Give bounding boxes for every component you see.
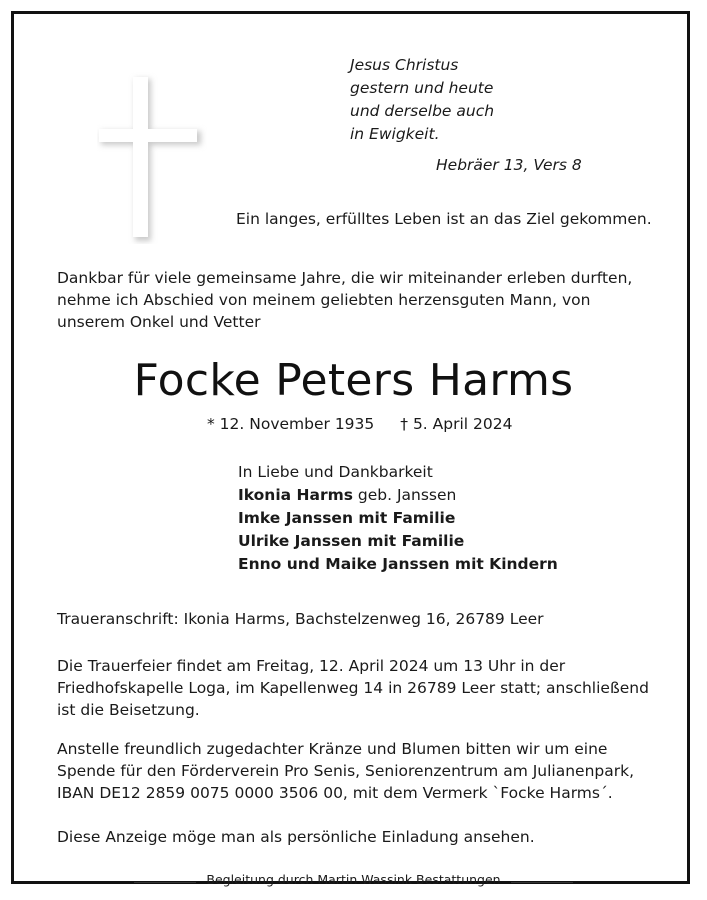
footer-rule-right [511,882,573,883]
mourner-entry: Enno und Maike Janssen mit Kindern [238,555,558,573]
spouse-maiden-name: geb. Janssen [352,486,457,504]
service-line: ist die Beisetzung. [57,701,200,719]
mourner-spouse [238,484,558,507]
mourners-list [238,461,558,576]
verse-line: gestern und heute [350,79,494,97]
gratitude-paragraph [57,267,632,333]
spouse-name: Ikonia Harms [238,486,353,504]
donation-line: Spende für den Förderverein Pro Senis, Seniorenzentrum am Julianenpark, [57,762,635,780]
gratitude-line: Dankbar für viele gemeinsame Jahre, die wir miteinander erleben durften, [57,269,633,287]
funeral-home-footer [14,872,693,887]
service-line: Die Trauerfeier findet am Freitag, 12. April 2024 um 13 Uhr in der [57,657,566,675]
death-date: † 5. April 2024 [400,415,513,433]
intro-line: Ein langes, erfülltes Leben ist an das Ziel gekommen. [236,210,652,228]
verse-reference: Hebräer 13, Vers 8 [436,156,582,174]
mourner-entry: Ulrike Janssen mit Familie [238,532,465,550]
address-line: Traueranschrift: Ikonia Harms, Bachstelzenweg 16, 26789 Leer [57,610,544,628]
service-paragraph [57,655,649,721]
donation-line: IBAN DE12 2859 0075 0000 3506 00, mit dem Vermerk `Focke Harms´. [57,784,613,802]
mourning-address [57,608,544,630]
gratitude-line: unserem Onkel und Vetter [57,313,261,331]
life-dates [207,415,512,433]
deceased-name: Focke Peters Harms [133,355,574,406]
verse-line: und derselbe auch [350,102,495,120]
footer-rule-left [134,882,196,883]
mourners-heading: In Liebe und Dankbarkeit [238,463,433,481]
birth-date: * 12. November 1935 [207,415,375,433]
service-line: Friedhofskapelle Loga, im Kapellenweg 14 in 26789 Leer statt; anschließend [57,679,649,697]
donation-line: Anstelle freundlich zugedachter Kränze und Blumen bitten wir um eine [57,740,608,758]
cross-icon [97,69,207,244]
footer-text: Begleitung durch Martin Wassink Bestattungen [206,872,501,887]
verse-line: in Ewigkeit. [350,125,440,143]
invitation-paragraph [57,826,535,848]
donation-paragraph [57,738,634,804]
bible-verse [350,54,494,146]
mourner-entry: Imke Janssen mit Familie [238,509,456,527]
obituary-frame [11,11,690,887]
invitation-line: Diese Anzeige möge man als persönliche Einladung ansehen. [57,828,535,846]
gratitude-line: nehme ich Abschied von meinem geliebten herzensguten Mann, von [57,291,591,309]
verse-line: Jesus Christus [350,56,459,74]
